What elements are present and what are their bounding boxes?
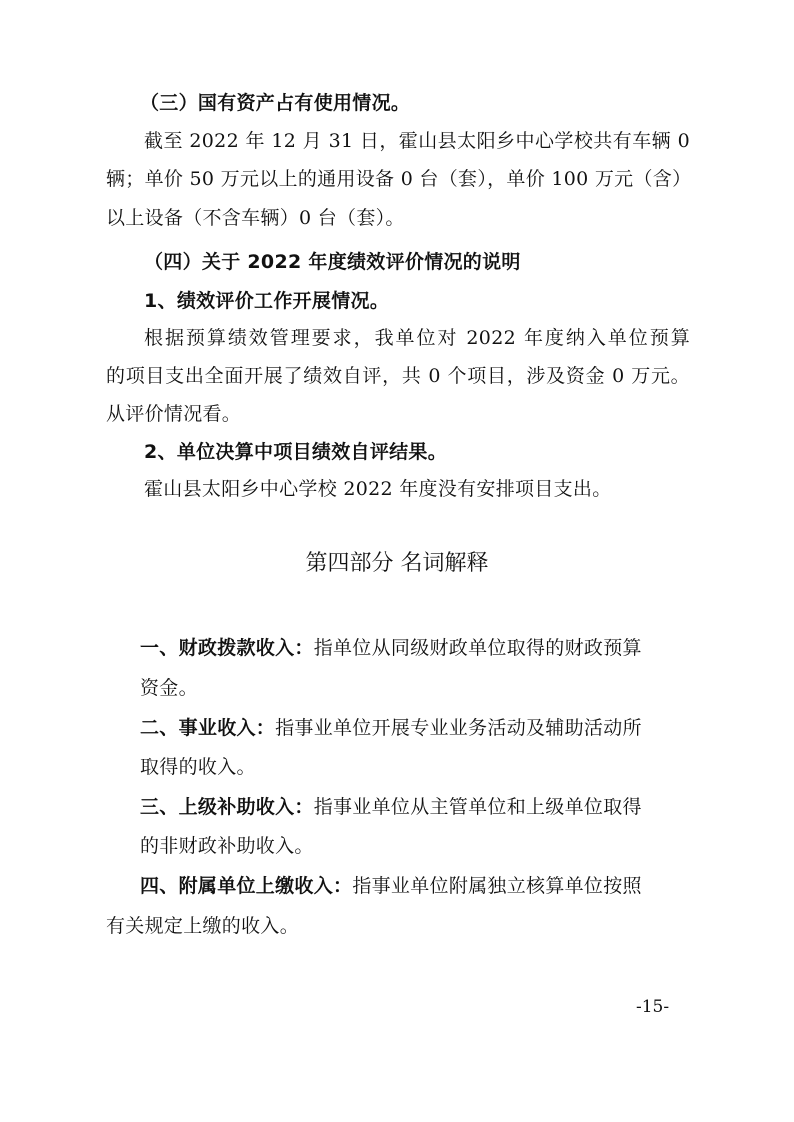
assets-paragraph-line-1: 截至 2022 年 12 月 31 日，霍山县太阳乡中心学校共有车辆 0 [144,130,690,152]
evaluation-paragraph-line-1: 根据预算绩效管理要求，我单位对 2022 年度纳入单位预算 [144,327,690,349]
term-3-definition-start: 指事业单位从主管单位和上级单位取得 [313,796,642,818]
self-evaluation-paragraph: 霍山县太阳乡中心学校 2022 年度没有安排项目支出。 [144,478,612,500]
term-1-line-2: 资金。 [140,677,198,699]
term-1-line-1 [140,635,642,661]
term-2-definition-start: 指事业单位开展专业业务活动及辅助活动所 [275,717,642,739]
term-3-label: 三、上级补助收入： [140,796,314,818]
term-3-line-2: 的非财政补助收入。 [140,835,314,857]
page-number: -15- [636,997,670,1017]
section-heading-assets: （三）国有资产占有使用情况。 [140,92,411,114]
section-heading-performance: （四）关于 2022 年度绩效评价情况的说明 [144,251,521,273]
term-2-label: 二、事业收入： [140,717,276,739]
term-2-line-2: 取得的收入。 [140,756,256,778]
evaluation-paragraph-line-3: 从评价情况看。 [106,403,242,425]
evaluation-paragraph-line-2: 的项目支出全面开展了绩效自评，共 0 个项目，涉及资金 0 万元。 [106,365,690,387]
subheading-self-evaluation-result: 2、单位决算中项目绩效自评结果。 [144,441,448,463]
term-4-line-1 [140,873,642,899]
term-1-definition-start: 指单位从同级财政单位取得的财政预算 [313,637,642,659]
assets-paragraph-line-2: 辆；单价 50 万元以上的通用设备 0 台（套），单价 100 万元（含） [106,168,692,190]
term-4-label: 四、附属单位上缴收入： [140,875,353,897]
term-3-line-1 [140,794,642,820]
subheading-evaluation-work: 1、绩效评价工作开展情况。 [144,290,390,312]
part-four-title: 第四部分 名词解释 [305,551,489,576]
term-1-label: 一、财政拨款收入： [140,637,314,659]
term-4-definition-start: 指事业单位附属独立核算单位按照 [352,875,642,897]
term-4-line-2: 有关规定上缴的收入。 [106,915,300,937]
term-2-line-1 [140,715,642,741]
assets-paragraph-line-3: 以上设备（不含车辆）0 台（套）。 [106,207,405,229]
